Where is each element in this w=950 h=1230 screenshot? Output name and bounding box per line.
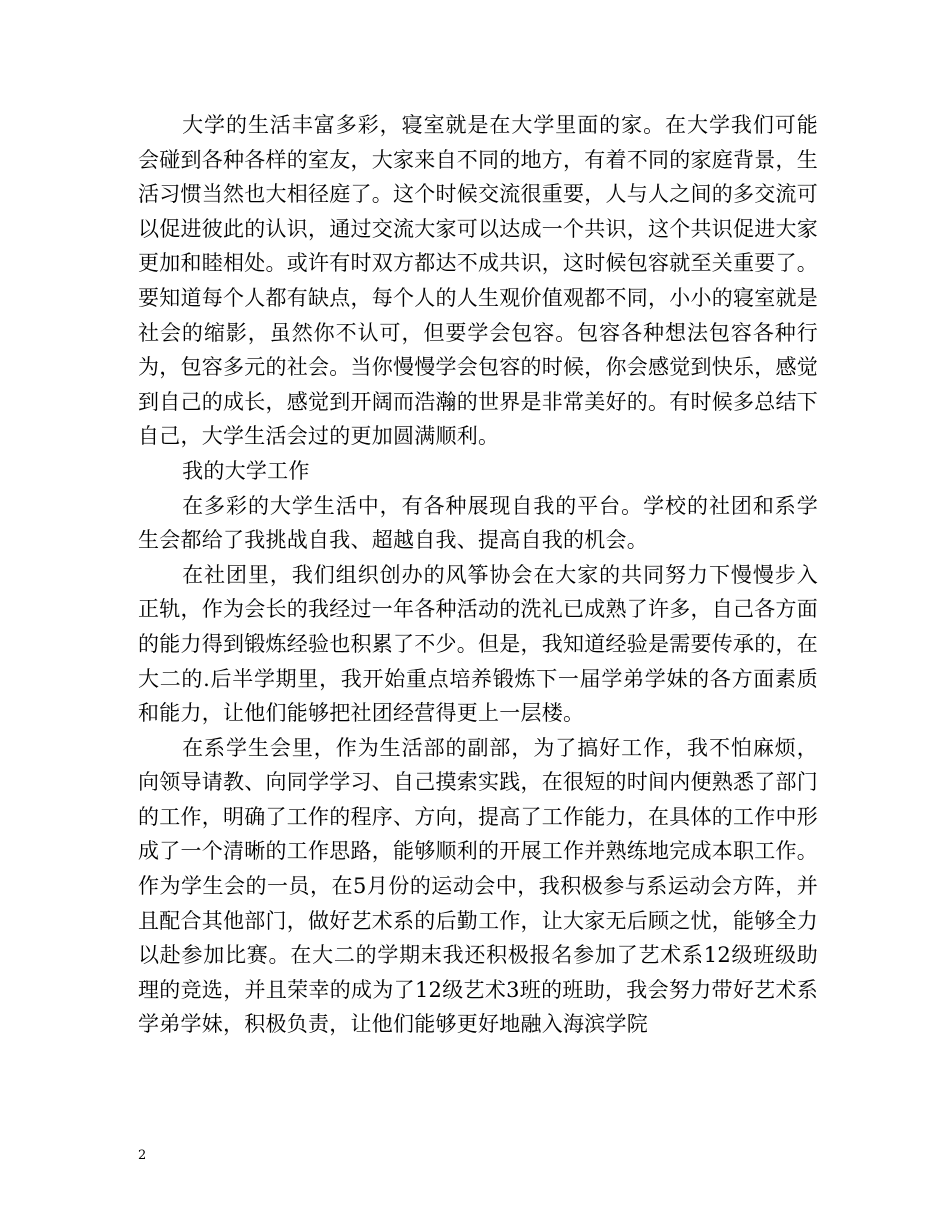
paragraph-student-union: 在系学生会里，作为生活部的副部，为了搞好工作，我不怕麻烦，向领导请教、向同学学习、自己摸索实践，在很短的时间内便熟悉了部门的工作，明确了工作的程序、方向，提高了工作能力，在具体的工作中形成了一个清晰的工作思路，能够顺利的开展工作并熟练地完成本职工作。作为学生会的一员，在5月份的运动会中，我积极参与系运动会方阵，并且配合其他部门，做好艺术系的后勤工作，让大家无后顾之忧，能够全力以赴参加比赛。在大二的学期末我还积极报名参加了艺术系12级班级助理的竞选，并且荣幸的成为了12级艺术3班的班助，我会努力带好艺术系学弟学妹，积极负责，让他们能够更好地融入海滨学院 xyxy=(138,735,818,1037)
paragraph-dorm-life: 大学的生活丰富多彩，寝室就是在大学里面的家。在大学我们可能会碰到各种各样的室友，大家来自不同的地方，有着不同的家庭背景，生活习惯当然也大相径庭了。这个时候交流很重要，人与人之间的多交流可以促进彼此的认识，通过交流大家可以达成一个共识，这个共识促进大家更加和睦相处。或许有时双方都达不成共识，这时候包容就至关重要了。要知道每个人都有缺点，每个人的人生观价值观都不同，小小的寝室就是社会的缩影，虽然你不认可，但要学会包容。包容各种想法包容各种行为，包容多元的社会。当你慢慢学会包容的时候，你会感觉到快乐，感觉到自己的成长，感觉到开阔而浩瀚的世界是非常美好的。有时候多总结下自己，大学生活会过的更加圆满顺利。 xyxy=(138,113,818,449)
document-body xyxy=(138,108,818,1042)
page-number: 2 xyxy=(138,1148,147,1163)
paragraph-platforms: 在多彩的大学生活中，有各种展现自我的平台。学校的社团和系学生会都给了我挑战自我、超越自我、提高自我的机会。 xyxy=(138,493,818,553)
section-heading-my-university-work: 我的大学工作 xyxy=(182,458,310,483)
paragraph-club: 在社团里，我们组织创办的风筝协会在大家的共同努力下慢慢步入正轨，作为会长的我经过一年各种活动的洗礼已成熟了许多，自己各方面的能力得到锻炼经验也积累了不少。但是，我知道经验是需要传承的，在大二的.后半学期里，我开始重点培养锻炼下一届学弟学妹的各方面素质和能力，让他们能够把社团经营得更上一层楼。 xyxy=(138,562,818,726)
